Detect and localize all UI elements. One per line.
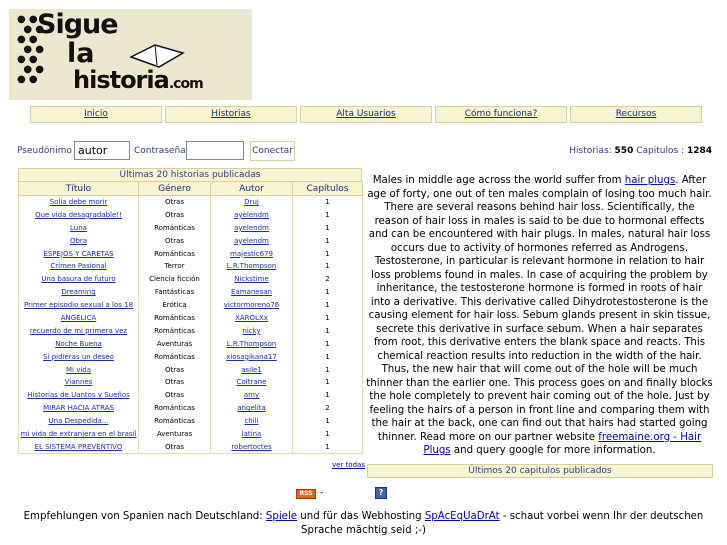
story-author-link[interactable]: xiosagikana17: [226, 352, 277, 361]
table-row: [19, 312, 363, 325]
logo-line-3: historia.com: [73, 66, 203, 94]
table-row: [19, 324, 363, 337]
story-title-cell: [19, 273, 139, 286]
story-title-link[interactable]: Obra: [69, 236, 88, 245]
col-header-chapters: Capítulos: [293, 182, 363, 196]
story-title-cell: [19, 428, 139, 441]
story-author-cell: [211, 363, 293, 376]
nav-historias[interactable]: [165, 106, 297, 123]
story-chapters-cell: 1: [293, 350, 363, 363]
stories-body: [19, 196, 363, 454]
nav-inicio[interactable]: [30, 106, 162, 123]
story-chapters-cell: 1: [293, 221, 363, 234]
article-text: [366, 174, 713, 458]
story-author-link[interactable]: latina: [241, 429, 262, 438]
hair-plugs-link[interactable]: hair plugs: [624, 175, 676, 186]
story-genre-cell: Otras: [139, 363, 211, 376]
chapters-count: 1284: [686, 146, 712, 156]
story-chapters-cell: 1: [293, 234, 363, 247]
story-genre-cell: Románticas: [139, 350, 211, 363]
rss-separator: -: [320, 488, 324, 498]
story-title-cell: [19, 389, 139, 402]
story-chapters-cell: 1: [293, 208, 363, 221]
story-chapters-cell: 1: [293, 428, 363, 441]
logo-line-1: Sigue: [37, 9, 118, 40]
story-chapters-cell: 1: [293, 247, 363, 260]
story-title-cell: [19, 196, 139, 209]
footprints-icon: ● ● ● ● ● ● ● ● ● ● ● ● ● ●: [17, 14, 44, 85]
story-author-cell: [211, 402, 293, 415]
stories-header-row: [19, 182, 363, 196]
story-chapters-cell: 1: [293, 324, 363, 337]
story-genre-cell: Románticas: [139, 247, 211, 260]
latest-stories-caption: Últimas 20 historias publicadas: [18, 168, 362, 181]
table-row: [19, 363, 363, 376]
story-author-link[interactable]: amy: [243, 391, 260, 400]
footer-text-2: und für das Webhosting: [297, 511, 425, 522]
story-chapters-cell: 1: [293, 389, 363, 402]
story-genre-cell: Románticas: [139, 221, 211, 234]
logo-line-2: la: [67, 38, 95, 69]
story-chapters-cell: 1: [293, 415, 363, 428]
story-title-cell: [19, 234, 139, 247]
story-title-link[interactable]: ESPEJOS Y CARETAS: [43, 249, 114, 258]
story-genre-cell: Erótica: [139, 299, 211, 312]
story-genre-cell: Otras: [139, 234, 211, 247]
nav-link-recursos[interactable]: Recursos: [615, 109, 657, 119]
story-genre-cell: Otras: [139, 440, 211, 453]
nav-link-como-funciona[interactable]: Cómo funciona?: [464, 109, 538, 119]
story-genre-cell: Ciencia ficción: [139, 273, 211, 286]
story-title-link[interactable]: EL SISTEMA PREVENTIVO: [34, 442, 123, 451]
story-chapters-cell: 1: [293, 376, 363, 389]
rss-icon[interactable]: RSS: [296, 489, 316, 499]
nav-link-inicio[interactable]: Inicio: [84, 109, 108, 119]
story-title-cell: [19, 402, 139, 415]
story-chapters-cell: 1: [293, 260, 363, 273]
table-row: [19, 234, 363, 247]
table-row: [19, 440, 363, 453]
table-row: [19, 221, 363, 234]
table-row: [19, 299, 363, 312]
open-book-icon: [127, 35, 187, 69]
story-title-cell: [19, 312, 139, 325]
story-author-link[interactable]: XAROLXx: [235, 313, 268, 322]
story-title-link[interactable]: Una basura de futuro: [41, 275, 116, 284]
story-author-link[interactable]: victormoreno76: [223, 301, 280, 310]
table-row: [19, 208, 363, 221]
story-author-cell: [211, 415, 293, 428]
col-header-title: Título: [19, 182, 139, 196]
story-title-link[interactable]: mi vida de extranjera en el brasil: [20, 429, 137, 438]
story-title-cell: [19, 350, 139, 363]
story-author-cell: [211, 208, 293, 221]
story-author-link[interactable]: ayelendm: [234, 236, 269, 245]
story-genre-cell: Románticas: [139, 324, 211, 337]
footer-text-1: Empfehlungen von Spanien nach Deutschland:: [23, 511, 266, 522]
story-title-cell: [19, 247, 139, 260]
table-row: [19, 286, 363, 299]
table-row: [19, 247, 363, 260]
connect-button[interactable]: Conectar: [250, 141, 295, 161]
table-row: [19, 428, 363, 441]
nav-link-alta-usuarios[interactable]: Alta Usuarios: [336, 109, 396, 119]
story-chapters-cell: 1: [293, 286, 363, 299]
chapters-count-label: Capitulos :: [636, 146, 685, 156]
story-author-cell: [211, 273, 293, 286]
table-row: [19, 260, 363, 273]
help-icon[interactable]: ?: [375, 487, 387, 499]
story-author-cell: [211, 440, 293, 453]
story-author-link[interactable]: ayelendm: [234, 210, 269, 219]
password-input[interactable]: [186, 141, 244, 160]
story-author-cell: [211, 196, 293, 209]
table-row: [19, 337, 363, 350]
story-genre-cell: Otras: [139, 376, 211, 389]
stories-count-label: Historias:: [569, 146, 612, 156]
story-author-link[interactable]: chili: [244, 417, 259, 426]
story-author-cell: [211, 350, 293, 363]
story-author-link[interactable]: asile1: [241, 365, 262, 374]
table-row: [19, 402, 363, 415]
story-chapters-cell: 1: [293, 337, 363, 350]
story-author-link[interactable]: nicky: [242, 326, 261, 335]
story-chapters-cell: 1: [293, 196, 363, 209]
article-text-1: Males in middle age across the world suffer from: [372, 175, 625, 186]
story-title-cell: [19, 324, 139, 337]
story-title-link[interactable]: Una Despedida...: [48, 417, 109, 426]
story-author-link[interactable]: Druj: [244, 198, 259, 207]
nav-recursos[interactable]: [570, 106, 702, 123]
story-author-link[interactable]: L.R.Thompson: [226, 339, 277, 348]
story-title-cell: [19, 260, 139, 273]
story-chapters-cell: 1: [293, 363, 363, 376]
article-text-2: . After age of forty, one out of ten males complain of losing too much hair. There are several reasons behind hair loss. Scientifically, the reason of hair loss in males is said to be due to hormonal effects and can be encountered with hair plugs. In males, natural hair loss occurs due to activity of hormones referred as Androgens. Testosterone, in particular is relevant hormone in relation to hair loss problems found in males. In case of acquiring the problem by inheritance, the testosterone hormone is formed in roots of hair into a derivative. This derivative called Dihydrotestosterone is the causing element for hair loss. Sebum glands present in skin tissue, secrete this derivative in surface sebum. When a hair separates from root, this derivative enters the blank space and reacts. This chemical reaction results into reduction in the width of the hair. Thus, the new hair that will come out of the hole will be much thinner than the earlier one. This process goes on and finally blocks the hole completely to prevent hair coming out of the hole. Just by feeling the hairs of a person in front line and comparing them with the hair at the back, one can find out that hairs had started going thinner. Read more on our partner website: [366, 175, 713, 443]
partner-website-link[interactable]: freemaine.org - Hair Plugs: [423, 431, 702, 456]
story-title-cell: [19, 221, 139, 234]
story-author-cell: [211, 299, 293, 312]
story-author-cell: [211, 260, 293, 273]
story-chapters-cell: 1: [293, 440, 363, 453]
story-title-link[interactable]: Crimen Pasional: [50, 262, 107, 271]
story-author-link[interactable]: angelita: [237, 404, 266, 413]
main-nav: [30, 106, 702, 123]
story-author-cell: [211, 221, 293, 234]
article-text-3: and query google for more information.: [450, 445, 656, 456]
story-author-cell: [211, 247, 293, 260]
story-title-cell: [19, 286, 139, 299]
story-title-link[interactable]: Noche Buena: [55, 339, 102, 348]
story-genre-cell: Fantásticas: [139, 286, 211, 299]
stories-table: [18, 181, 363, 454]
spiele-link[interactable]: Spiele: [265, 511, 298, 522]
table-row: [19, 273, 363, 286]
story-genre-cell: Otras: [139, 389, 211, 402]
story-title-link[interactable]: Mi vida: [65, 365, 92, 374]
story-title-link[interactable]: recuerdo de mi primera vez: [29, 326, 128, 335]
story-author-cell: [211, 376, 293, 389]
story-chapters-cell: 2: [293, 273, 363, 286]
story-genre-cell: Otras: [139, 196, 211, 209]
username-label: Pseudónimo: [17, 146, 72, 156]
story-genre-cell: Románticas: [139, 402, 211, 415]
story-author-link[interactable]: Nickstime: [234, 275, 269, 284]
site-logo[interactable]: [9, 9, 252, 100]
table-row: [19, 389, 363, 402]
site-stats: [569, 146, 712, 156]
story-author-link[interactable]: robertoctes: [231, 442, 272, 451]
story-title-cell: [19, 363, 139, 376]
story-title-cell: [19, 299, 139, 312]
story-title-link[interactable]: Dreaming: [61, 288, 96, 297]
stories-count: 550: [614, 146, 634, 156]
story-genre-cell: Terror: [139, 260, 211, 273]
story-title-cell: [19, 208, 139, 221]
story-author-link[interactable]: L.R.Thompson: [226, 262, 277, 271]
story-title-link[interactable]: Que vida desagradable!!: [35, 210, 122, 219]
story-author-cell: [211, 428, 293, 441]
col-header-author: Autor: [211, 182, 293, 196]
story-title-link[interactable]: Historias de Uantos y Sueños: [27, 391, 130, 400]
story-chapters-cell: 1: [293, 312, 363, 325]
story-author-cell: [211, 286, 293, 299]
story-title-cell: [19, 415, 139, 428]
story-author-link[interactable]: majestic679: [230, 249, 273, 258]
password-label: Contraseña: [134, 146, 186, 156]
story-chapters-cell: 1: [293, 299, 363, 312]
latest-stories: [18, 168, 362, 454]
table-row: [19, 376, 363, 389]
story-genre-cell: Otras: [139, 208, 211, 221]
footer-text-3: - schaut vorbei wenn Ihr der deutschen Sprache mächtig seid ;-): [301, 511, 704, 536]
col-header-genre: Género: [139, 182, 211, 196]
story-author-cell: [211, 389, 293, 402]
story-author-link[interactable]: Coltrane: [236, 378, 267, 387]
story-title-link[interactable]: ANGELICA: [60, 313, 97, 322]
story-author-cell: [211, 312, 293, 325]
story-author-link[interactable]: Eamanesan: [231, 288, 272, 297]
story-author-cell: [211, 324, 293, 337]
story-title-link[interactable]: Luna: [70, 223, 87, 232]
see-all-link[interactable]: ver todas: [332, 461, 365, 469]
footer-recommendations: [10, 510, 717, 538]
nav-alta-usuarios[interactable]: [300, 106, 432, 123]
nav-link-historias[interactable]: Historias: [211, 109, 251, 119]
story-title-link[interactable]: Solia debe morir: [49, 198, 108, 207]
story-title-cell: [19, 337, 139, 350]
story-title-cell: [19, 440, 139, 453]
story-title-link[interactable]: Si pidieras un deseo: [43, 352, 114, 361]
spacequadrat-link[interactable]: SpAcEqUaDrAt: [424, 511, 500, 522]
story-title-link[interactable]: Viannes: [64, 378, 93, 387]
story-genre-cell: Románticas: [139, 415, 211, 428]
latest-chapters-caption: Últimos 20 capitulos publicados: [367, 464, 713, 478]
table-row: [19, 350, 363, 363]
story-title-link[interactable]: MIRAR HACIA ATRAS: [43, 404, 114, 413]
story-chapters-cell: 2: [293, 402, 363, 415]
story-author-link[interactable]: ayelendm: [234, 223, 269, 232]
story-author-cell: [211, 234, 293, 247]
story-genre-cell: Aventuras: [139, 337, 211, 350]
nav-como-funciona[interactable]: [435, 106, 567, 123]
username-input[interactable]: [74, 141, 130, 160]
story-author-cell: [211, 337, 293, 350]
table-row: [19, 196, 363, 209]
story-genre-cell: Aventuras: [139, 428, 211, 441]
story-title-cell: [19, 376, 139, 389]
story-genre-cell: Románticas: [139, 312, 211, 325]
story-title-link[interactable]: Primer episodio sexual a los 18: [23, 301, 134, 310]
table-row: [19, 415, 363, 428]
